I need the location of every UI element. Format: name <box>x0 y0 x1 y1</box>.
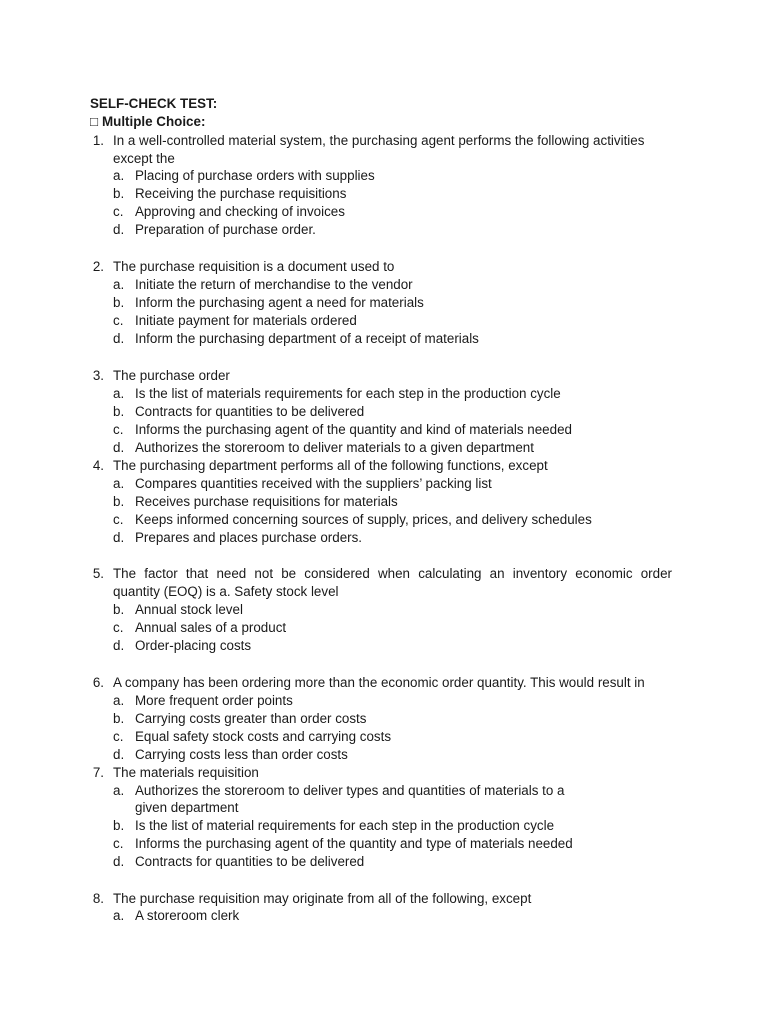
question-number: 5. <box>92 566 104 581</box>
option-letter: c. <box>113 422 124 437</box>
option-text: Keeps informed concerning sources of supply, prices, and delivery schedules <box>135 512 592 527</box>
question-number: 8. <box>92 891 104 906</box>
question-stem: A company has been ordering more than the economic order quantity. This would result in <box>113 675 645 690</box>
option-letter: d. <box>113 638 125 653</box>
question-number: 1. <box>92 133 104 148</box>
option-letter: a. <box>113 476 125 491</box>
option-text: Order-placing costs <box>135 638 252 653</box>
option-text: Authorizes the storeroom to deliver types and quantities of materials to a <box>135 783 565 798</box>
question-number: 3. <box>92 368 104 383</box>
option-text: Inform the purchasing department of a receipt of materials <box>135 331 479 346</box>
option-letter: c. <box>113 313 124 328</box>
option-text: Preparation of purchase order. <box>135 222 316 237</box>
option-letter: c. <box>113 512 124 527</box>
question-stem: The factor that need not be considered when calculating an inventory economic order <box>113 566 672 581</box>
option-letter: c. <box>113 620 124 635</box>
option-letter: d. <box>113 530 125 545</box>
option-text: Informs the purchasing agent of the quantity and kind of materials needed <box>135 422 572 437</box>
option-letter: b. <box>113 404 125 419</box>
question-number: 2. <box>92 259 104 274</box>
option-text: Carrying costs less than order costs <box>135 747 348 762</box>
question-stem-continued: except the <box>113 151 175 166</box>
question-stem: The materials requisition <box>113 765 259 780</box>
option-text: Placing of purchase orders with supplies <box>135 168 375 183</box>
option-text: Compares quantities received with the suppliers’ packing list <box>135 476 492 491</box>
option-letter: a. <box>113 908 125 923</box>
question-stem: The purchase requisition is a document used to <box>113 259 395 274</box>
section-marker: □ <box>90 114 99 129</box>
option-text: Initiate payment for materials ordered <box>135 313 357 328</box>
option-text: Informs the purchasing agent of the quantity and type of materials needed <box>135 836 573 851</box>
option-text: Inform the purchasing agent a need for materials <box>135 295 424 310</box>
option-text: Authorizes the storeroom to deliver materials to a given department <box>135 440 534 455</box>
option-letter: d. <box>113 440 125 455</box>
option-text: Receiving the purchase requisitions <box>135 186 347 201</box>
option-letter: c. <box>113 836 124 851</box>
option-text: Initiate the return of merchandise to the vendor <box>135 277 413 292</box>
question-number: 4. <box>92 458 104 473</box>
option-letter: c. <box>113 204 124 219</box>
question-stem-continued: quantity (EOQ) is a. Safety stock level <box>113 584 339 599</box>
option-letter: a. <box>113 693 125 708</box>
option-text: A storeroom clerk <box>135 908 240 923</box>
option-text: Equal safety stock costs and carrying costs <box>135 729 392 744</box>
option-letter: d. <box>113 854 125 869</box>
option-text: Contracts for quantities to be delivered <box>135 404 365 419</box>
option-text: Annual sales of a product <box>135 620 287 635</box>
option-text: Is the list of material requirements for each step in the production cycle <box>135 818 555 833</box>
option-text: More frequent order points <box>135 693 293 708</box>
option-letter: b. <box>113 295 125 310</box>
option-letter: a. <box>113 277 125 292</box>
option-letter: a. <box>113 783 125 798</box>
option-letter: b. <box>113 711 125 726</box>
question-stem: The purchase order <box>113 368 230 383</box>
option-text: Receives purchase requisitions for materials <box>135 494 398 509</box>
question-stem: The purchase requisition may originate from all of the following, except <box>113 891 532 906</box>
option-letter: d. <box>113 331 125 346</box>
option-letter: d. <box>113 747 125 762</box>
option-letter: b. <box>113 602 125 617</box>
option-text: Is the list of materials requirements for each step in the production cycle <box>135 386 561 401</box>
question-number: 7. <box>92 765 104 780</box>
option-text: Carrying costs greater than order costs <box>135 711 367 726</box>
option-text: Contracts for quantities to be delivered <box>135 854 365 869</box>
option-text: Prepares and places purchase orders. <box>135 530 363 545</box>
section-heading: Multiple Choice: <box>102 114 206 129</box>
option-text-continued: given department <box>135 800 239 815</box>
option-text: Annual stock level <box>135 602 243 617</box>
test-title: SELF-CHECK TEST: <box>90 96 218 111</box>
question-number: 6. <box>92 675 104 690</box>
option-letter: b. <box>113 494 125 509</box>
question-stem: The purchasing department performs all of the following functions, except <box>113 458 548 473</box>
option-letter: b. <box>113 818 125 833</box>
option-letter: b. <box>113 186 125 201</box>
option-letter: a. <box>113 386 125 401</box>
option-text: Approving and checking of invoices <box>135 204 345 219</box>
option-letter: c. <box>113 729 124 744</box>
question-stem: In a well-controlled material system, the purchasing agent performs the following activities <box>113 133 645 148</box>
option-letter: a. <box>113 168 125 183</box>
option-letter: d. <box>113 222 125 237</box>
